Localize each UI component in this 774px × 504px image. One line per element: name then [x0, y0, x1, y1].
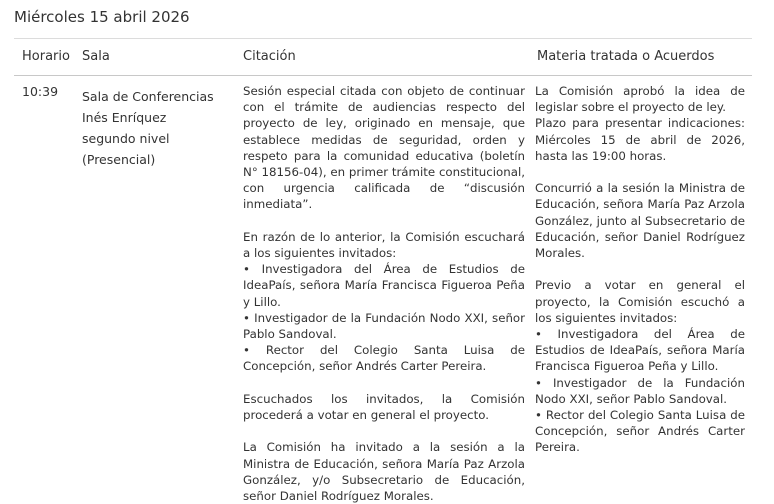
col-header-acuerdos: Materia tratada o Acuerdos	[537, 49, 715, 64]
citacion-paragraph: La Comisión ha invitado a la sesión a la Ministra de Educación, señora María Paz Arzola González, y/o Subsecretario de Educación, señor Daniel Rodríguez Morales.	[243, 440, 525, 504]
citacion-invitados-intro: En razón de lo anterior, la Comisión escuchará a los siguientes invitados:	[243, 229, 525, 261]
sala-line: Inés Enríquez	[82, 110, 167, 125]
sala-line: Sala de Conferencias	[82, 89, 214, 104]
citacion-invitado-item: • Rector del Colegio Santa Luisa de Concepción, señor Andrés Carter Pereira.	[243, 343, 525, 374]
citacion-invitados	[243, 229, 525, 375]
acuerdos-invitados-intro: Previo a votar en general el proyecto, la Comisión escuchó a los siguientes invitados:	[535, 278, 745, 325]
acuerdos-invitado-item: • Investigador de la Fundación Nodo XXI, señor Pablo Sandoval.	[535, 375, 745, 406]
acuerdos-text: Plazo para presentar indicaciones: Miércoles 15 de abril de 2026, hasta las 19:00 horas.	[535, 116, 745, 163]
acuerdos-invitados	[535, 277, 745, 455]
row-sala	[82, 86, 232, 170]
row-citacion	[243, 83, 525, 504]
citacion-paragraph: Escuchados los invitados, la Comisión procederá a votar en general el proyecto.	[243, 391, 525, 423]
col-header-sala: Sala	[82, 49, 110, 64]
date-heading: Miércoles 15 abril 2026	[14, 8, 190, 26]
citacion-invitado-item: • Investigadora del Área de Estudios de IdeaPaís, señora María Francisca Figueroa Peña y Lillo.	[243, 262, 525, 309]
acuerdos-invitado-item: • Investigadora del Área de Estudios de IdeaPaís, señora María Francisca Figueroa Peña y Lillo.	[535, 327, 745, 374]
row-acuerdos	[535, 83, 745, 456]
sala-line: (Presencial)	[82, 152, 156, 167]
row-time: 10:39	[22, 84, 59, 99]
acuerdos-paragraph	[535, 83, 745, 164]
acuerdos-invitado-item: • Rector del Colegio Santa Luisa de Concepción, señor Andrés Carter Pereira.	[535, 408, 745, 455]
col-header-citacion: Citación	[243, 49, 296, 64]
citacion-invitado-item: • Investigador de la Fundación Nodo XXI, señor Pablo Sandoval.	[243, 310, 525, 342]
citacion-paragraph: Sesión especial citada con objeto de continuar con el trámite de audiencias respecto del proyecto de ley, originado en mensaje, que establece medidas de seguridad, orden y respeto para la comunidad educativa (boletín N° 18156-04), en primer trámite constitucional, con urgencia calificada de “discusión inmediata”.	[243, 84, 525, 212]
sala-line: segundo nivel	[82, 131, 170, 146]
col-header-horario: Horario	[22, 49, 70, 64]
acuerdos-paragraph: Concurrió a la sesión la Ministra de Educación, señora María Paz Arzola González, junto al Subsecretario de Educación, señor Daniel Rodríguez Morales.	[535, 181, 745, 261]
acuerdos-text: La Comisión aprobó la idea de legislar sobre el proyecto de ley.	[535, 84, 745, 115]
table-header	[14, 38, 752, 76]
